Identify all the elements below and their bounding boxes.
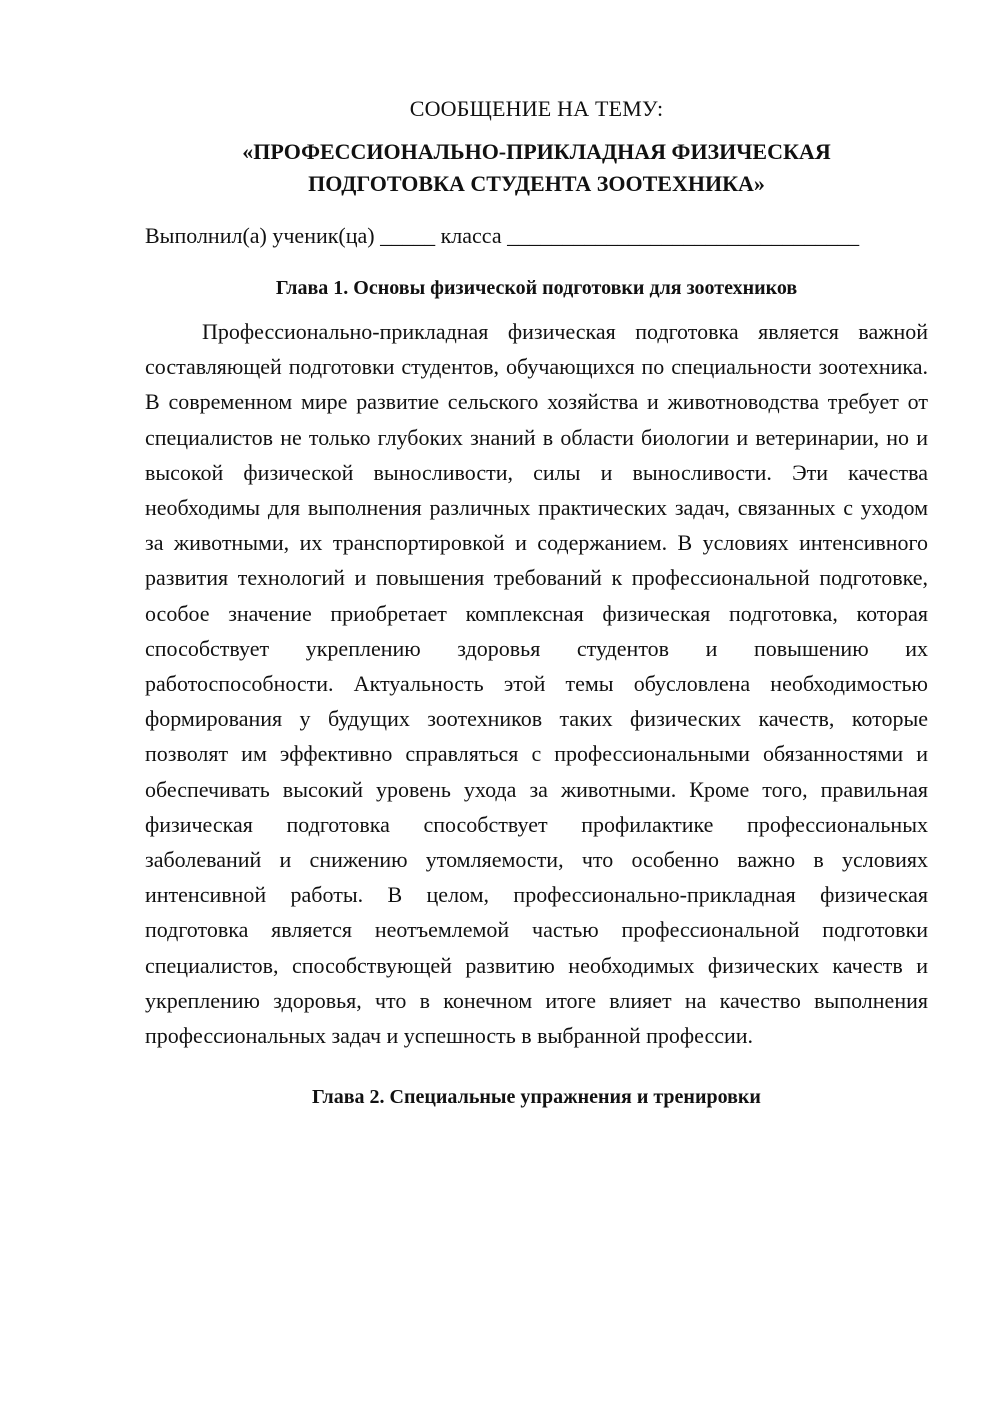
subject-line: СООБЩЕНИЕ НА ТЕМУ: [409, 96, 664, 121]
document-page [145, 92, 928, 1113]
document-title [145, 136, 928, 200]
author-line: Выполнил(а) ученик(ца) _____ класса ________________________________ [145, 223, 860, 248]
document-title-line-1: «ПРОФЕССИОНАЛЬНО-ПРИКЛАДНАЯ ФИЗИЧЕСКАЯ [242, 139, 831, 164]
chapter-1-heading: Глава 1. Основы физической подготовки для зоотехников [275, 277, 798, 299]
chapter-1-paragraph: Профессионально-прикладная физическая подготовка является важной составляющей подготовки студентов, обучающихся по специальности зоотехника. В современном мире развитие сельского хозяйства и животноводства требует от специалистов не только глубоких знаний в области биологии и ветеринарии, но и высокой физической выносливости, силы и выносливости. Эти качества необходимы для выполнения различных практических задач, связанных с уходом за животными, их транспортировкой и содержанием. В условиях интенсивного развития технологий и повышения требований к профессиональной подготовке, особое значение приобретает комплексная физическая подготовка, которая способствует укреплению здоровья студентов и повышению их работоспособности. Актуальность этой темы обусловлена необходимостью формирования у будущих зоотехников таких физических качеств, которые позволят им эффективно справляться с профессиональными обязанностями и обеспечивать высокий уровень ухода за животными. Кроме того, правильная физическая подготовка способствует профилактике профессиональных заболеваний и снижению утомляемости, что особенно важно в условиях интенсивной работы. В целом, профессионально-прикладная физическая подготовка является неотъемлемой частью профессиональной подготовки специалистов, способствующей развитию необходимых физических качеств и укреплению здоровья, что в конечном итоге влияет на качество выполнения профессиональных задач и успешность в выбранной профессии. [145, 319, 928, 1049]
document-title-line-2: ПОДГОТОВКА СТУДЕНТА ЗООТЕХНИКА» [308, 171, 765, 196]
chapter-2-heading: Глава 2. Специальные упражнения и тренировки [312, 1086, 761, 1109]
